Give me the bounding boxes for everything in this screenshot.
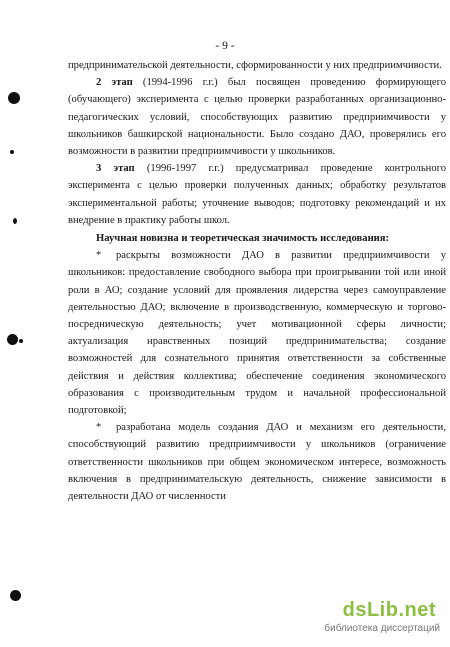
binder-hole-mark [19, 339, 23, 343]
bullet-item-2-text: разработана модель создания ДАО и механизм его деятельности, способствующий развитию предприимчивости у школьников (ограничение ответственности школьников при общем экономическом интересе, возможность включения в предпринимательскую деятельность, снижение зависимости в деятельности ДАО от численности [68, 422, 446, 503]
stage-3-label: 3 этап [96, 163, 135, 175]
paragraph-stage-3 [68, 160, 446, 229]
stage-2-label: 2 этап [96, 77, 133, 89]
binder-hole-mark [7, 334, 18, 345]
watermark-subtitle: библиотека диссертаций [324, 623, 440, 634]
asterisk-bullet-icon: * [96, 250, 102, 262]
paragraph-continuation: предпринимательской деятельности, сформированности у них предприимчивости. [68, 60, 442, 71]
page-number: - 9 - [215, 40, 235, 52]
stage-3-text: (1996-1997 г.г.) предусматривал проведение контрольного эксперимента с целью проверки полученных данных; обработку результатов экспериментальной работы; уточнение выводов; подготовку рекомендаций и их внедрение в практику работы школ. [68, 163, 446, 226]
section-heading: Научная новизна и теоретическая значимость исследования: [96, 233, 390, 245]
paragraph-stage-2 [68, 74, 446, 160]
watermark-logo: dsLib.net [342, 599, 436, 621]
watermark [300, 589, 450, 647]
binder-hole-mark [13, 218, 17, 224]
stage-2-text: (1994-1996 г.г.) был посвящен проведению формирующего (обучающего) эксперимента с целью проверки разработанных организационно-педагогических условий, способствующих развитию предприимчивости у школьников башкирской национальности. Было создано ДАО, проверялись его возможности в развитии предприимчивости у школьников. [68, 77, 446, 158]
bullet-item-1-text: раскрыты возможности ДАО в развитии предприимчивости у школьников: предоставление свободного выбора при проигрывании той или иной роли в АО; создание условий для проявления лидерства через самоуправление деятельностью ДАО; включение в производственную, коммерческую и торгово-посредническую деятельность; учет мотивационной сферы личности; актуализация нравственных позиций предпринимательства; создание возможностей для сознательного принятия ответственности за собственные действия и действия коллектива; обеспечение соединения экономического образования с производительным трудом и начальной профессиональной подготовкой; [68, 250, 446, 417]
bullet-item-2 [68, 419, 446, 505]
bullet-item-1 [68, 247, 446, 419]
asterisk-bullet-icon: * [96, 422, 102, 434]
binder-hole-mark [10, 590, 21, 601]
binder-hole-mark [10, 150, 14, 154]
body-text [68, 57, 446, 505]
binder-hole-mark [8, 92, 20, 104]
